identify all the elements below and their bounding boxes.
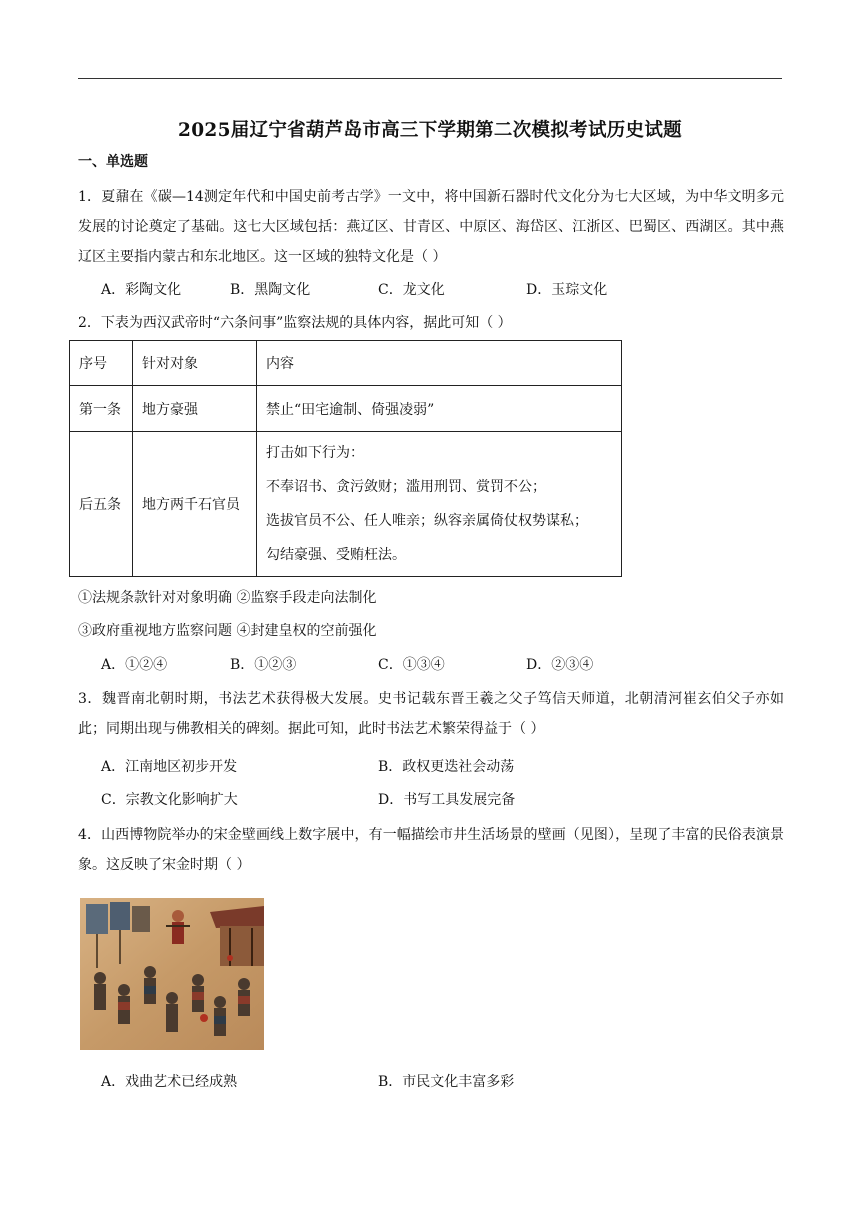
table-row: [70, 432, 622, 577]
q1-option-a[interactable]: A．彩陶文化: [101, 282, 182, 298]
content-line: 不奉诏书、贪污敛财；滥用刑罚、赏罚不公；: [266, 479, 546, 495]
q2-option-d[interactable]: D．②③④: [526, 657, 594, 673]
table-cell-no: 第一条: [70, 386, 133, 432]
q4-option-a[interactable]: A．戏曲艺术已经成熟: [101, 1074, 238, 1090]
law-table: [69, 340, 622, 577]
table-header-cell: 序号: [70, 341, 133, 386]
q1-option-d[interactable]: D．玉琮文化: [526, 282, 608, 298]
page-title: 2025届辽宁省葫芦岛市高三下学期第二次模拟考试历史试题: [178, 120, 682, 141]
q3-option-c[interactable]: C．宗教文化影响扩大: [101, 792, 238, 808]
table-cell-content: 禁止“田宅逾制、倚强凌弱”: [257, 386, 622, 432]
question-2-stem: 2．下表为西汉武帝时“六条问事”监察法规的具体内容，据此可知（ ）: [78, 315, 512, 331]
question-1-stem: 1．夏鼐在《碳—14测定年代和中国史前考古学》一文中，将中国新石器时代文化分为七大区域，为中华文明多元发展的讨论奠定了基础。这七大区域包括：燕辽区、甘青区、中原区、海岱区、江浙区、巴蜀区、西湖区。其中燕辽区主要指内蒙古和东北地区。这一区域的独特文化是（ ）: [78, 189, 784, 265]
content-line: 勾结豪强、受贿枉法。: [266, 547, 406, 563]
q2-option-b[interactable]: B．①②③: [230, 657, 297, 673]
table-header-cell: 针对对象: [133, 341, 257, 386]
q3-option-b[interactable]: B．政权更迭社会动荡: [378, 759, 515, 775]
question-4-stem: 4．山西博物院举办的宋金壁画线上数字展中，有一幅描绘市井生活场景的壁画（见图），呈现了丰富的民俗表演景象。这反映了宋金时期（ ）: [78, 827, 784, 873]
table-cell-content: [257, 432, 622, 577]
table-cell-target: 地方两千石官员: [133, 432, 257, 577]
content-line: 选拔官员不公、任人唯亲；纵容亲属倚仗权势谋私；: [266, 513, 588, 529]
section-heading: 一、单选题: [78, 154, 148, 170]
q2-option-a[interactable]: A．①②④: [101, 657, 168, 673]
table-cell-no: 后五条: [70, 432, 133, 577]
q3-option-a[interactable]: A．江南地区初步开发: [101, 759, 238, 775]
q1-option-b[interactable]: B．黑陶文化: [230, 282, 311, 298]
q4-option-b[interactable]: B．市民文化丰富多彩: [378, 1074, 515, 1090]
table-header-cell: 内容: [257, 341, 622, 386]
table-cell-target: 地方豪强: [133, 386, 257, 432]
q2-option-c[interactable]: C．①③④: [378, 657, 445, 673]
q2-statements-1: ①法规条款针对对象明确 ②监察手段走向法制化: [78, 590, 377, 606]
q2-statements-2: ③政府重视地方监察问题 ④封建皇权的空前强化: [78, 623, 377, 639]
table-row: [70, 386, 622, 432]
table-header-row: [70, 341, 622, 386]
header-rule: [78, 78, 782, 79]
question-3-stem: 3．魏晋南北朝时期，书法艺术获得极大发展。史书记载东晋王羲之父子笃信天师道，北朝清河崔玄伯父子亦如此；同期出现与佛教相关的碑刻。据此可知，此时书法艺术繁荣得益于（ ）: [78, 691, 784, 737]
q3-option-d[interactable]: D．书写工具发展完备: [378, 792, 516, 808]
content-line: 打击如下行为：: [266, 445, 364, 461]
mural-image: [80, 898, 264, 1050]
q1-option-c[interactable]: C．龙文化: [378, 282, 445, 298]
